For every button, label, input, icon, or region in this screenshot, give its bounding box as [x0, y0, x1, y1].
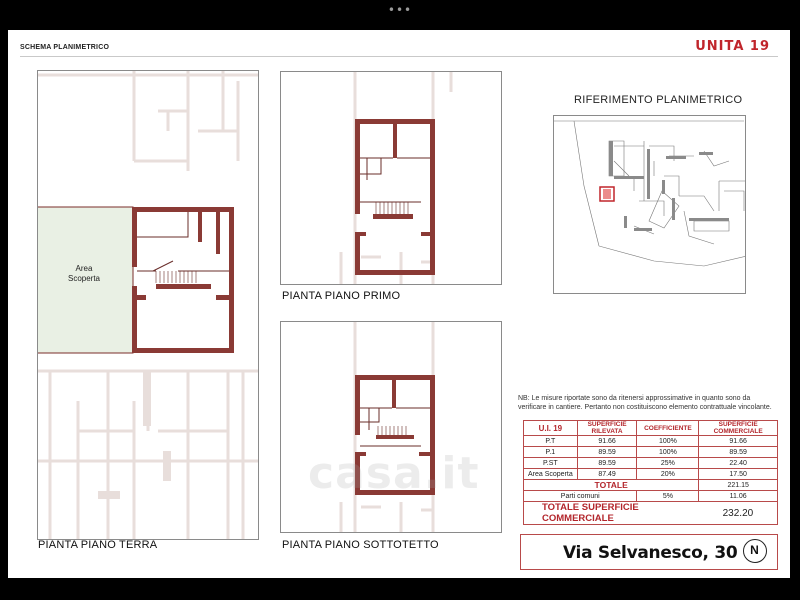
attic-floor-label: PIANTA PIANO SOTTOTETTO [282, 539, 439, 551]
unit-walls-ground [132, 207, 234, 353]
interior-lines-first [360, 158, 430, 214]
header-rilevata: SUPERFICIE RILEVATA [577, 421, 637, 436]
total-label: TOTALE [524, 480, 699, 491]
site-reference-drawing [554, 116, 746, 294]
site-buildings [609, 141, 729, 231]
first-floor-drawing [281, 72, 502, 285]
plan-first-floor [280, 71, 502, 285]
interior-lines-attic [360, 408, 430, 446]
window-indicator[interactable]: ••• [387, 3, 413, 17]
ground-floor-drawing [38, 71, 259, 540]
attic-floor-drawing [281, 322, 502, 533]
ground-floor-label: PIANTA PIANO TERRA [38, 539, 158, 551]
context-buildings [341, 322, 433, 533]
address-box [520, 534, 778, 570]
first-floor-label: PIANTA PIANO PRIMO [282, 290, 401, 302]
table-row: P.1 89.59 100% 89.59 [524, 447, 778, 458]
header-divider [20, 56, 778, 57]
header-commerciale: SUPERFICIE COMMERCIALE [699, 421, 778, 436]
reference-map [553, 115, 746, 294]
grand-total-value: 232.20 [699, 502, 778, 525]
interior-lines-ground [137, 212, 229, 283]
surface-table [523, 420, 778, 525]
table-row: P.T 91.66 100% 91.66 [524, 436, 778, 447]
disclaimer-note: NB: Le misure riportate sono da ritenersi approssimative in quanto sono da verificare in cantiere. Pertanto non costituiscono elemento contrattuale vincolante. [518, 395, 772, 411]
compass-letter: N [750, 543, 759, 557]
unit-walls-first [355, 119, 435, 275]
grand-total-label: TOTALE SUPERFICIE COMMERCIALE [524, 502, 699, 525]
sheet-title: SCHEMA PLANIMETRICO [20, 44, 110, 51]
table-row: Area Scoperta 87.49 20% 17.50 [524, 469, 778, 480]
table-row: P.ST 89.59 25% 22.40 [524, 458, 778, 469]
watermark: casa.it [308, 448, 480, 499]
total-value: 221.15 [699, 480, 778, 491]
area-scoperta-label: Area Scoperta [67, 264, 101, 283]
plan-sheet [8, 30, 790, 578]
table-header-row [524, 421, 778, 436]
grand-total-row [524, 502, 778, 525]
header-coeff: COEFFICIENTE [637, 421, 699, 436]
plan-ground-floor [37, 70, 259, 540]
total-row [524, 480, 778, 491]
header-ui: U.I. 19 [524, 421, 578, 436]
reference-title: RIFERIMENTO PLANIMETRICO [574, 94, 743, 106]
address: Via Selvanesco, 30 [563, 543, 738, 563]
north-arrow-icon [743, 539, 767, 563]
plan-attic-floor [280, 321, 502, 533]
unit-title: UNITA 19 [695, 39, 770, 54]
unit-walls-attic [355, 375, 435, 495]
common-parts-row: Parti comuni 5% 11.06 [524, 491, 778, 502]
